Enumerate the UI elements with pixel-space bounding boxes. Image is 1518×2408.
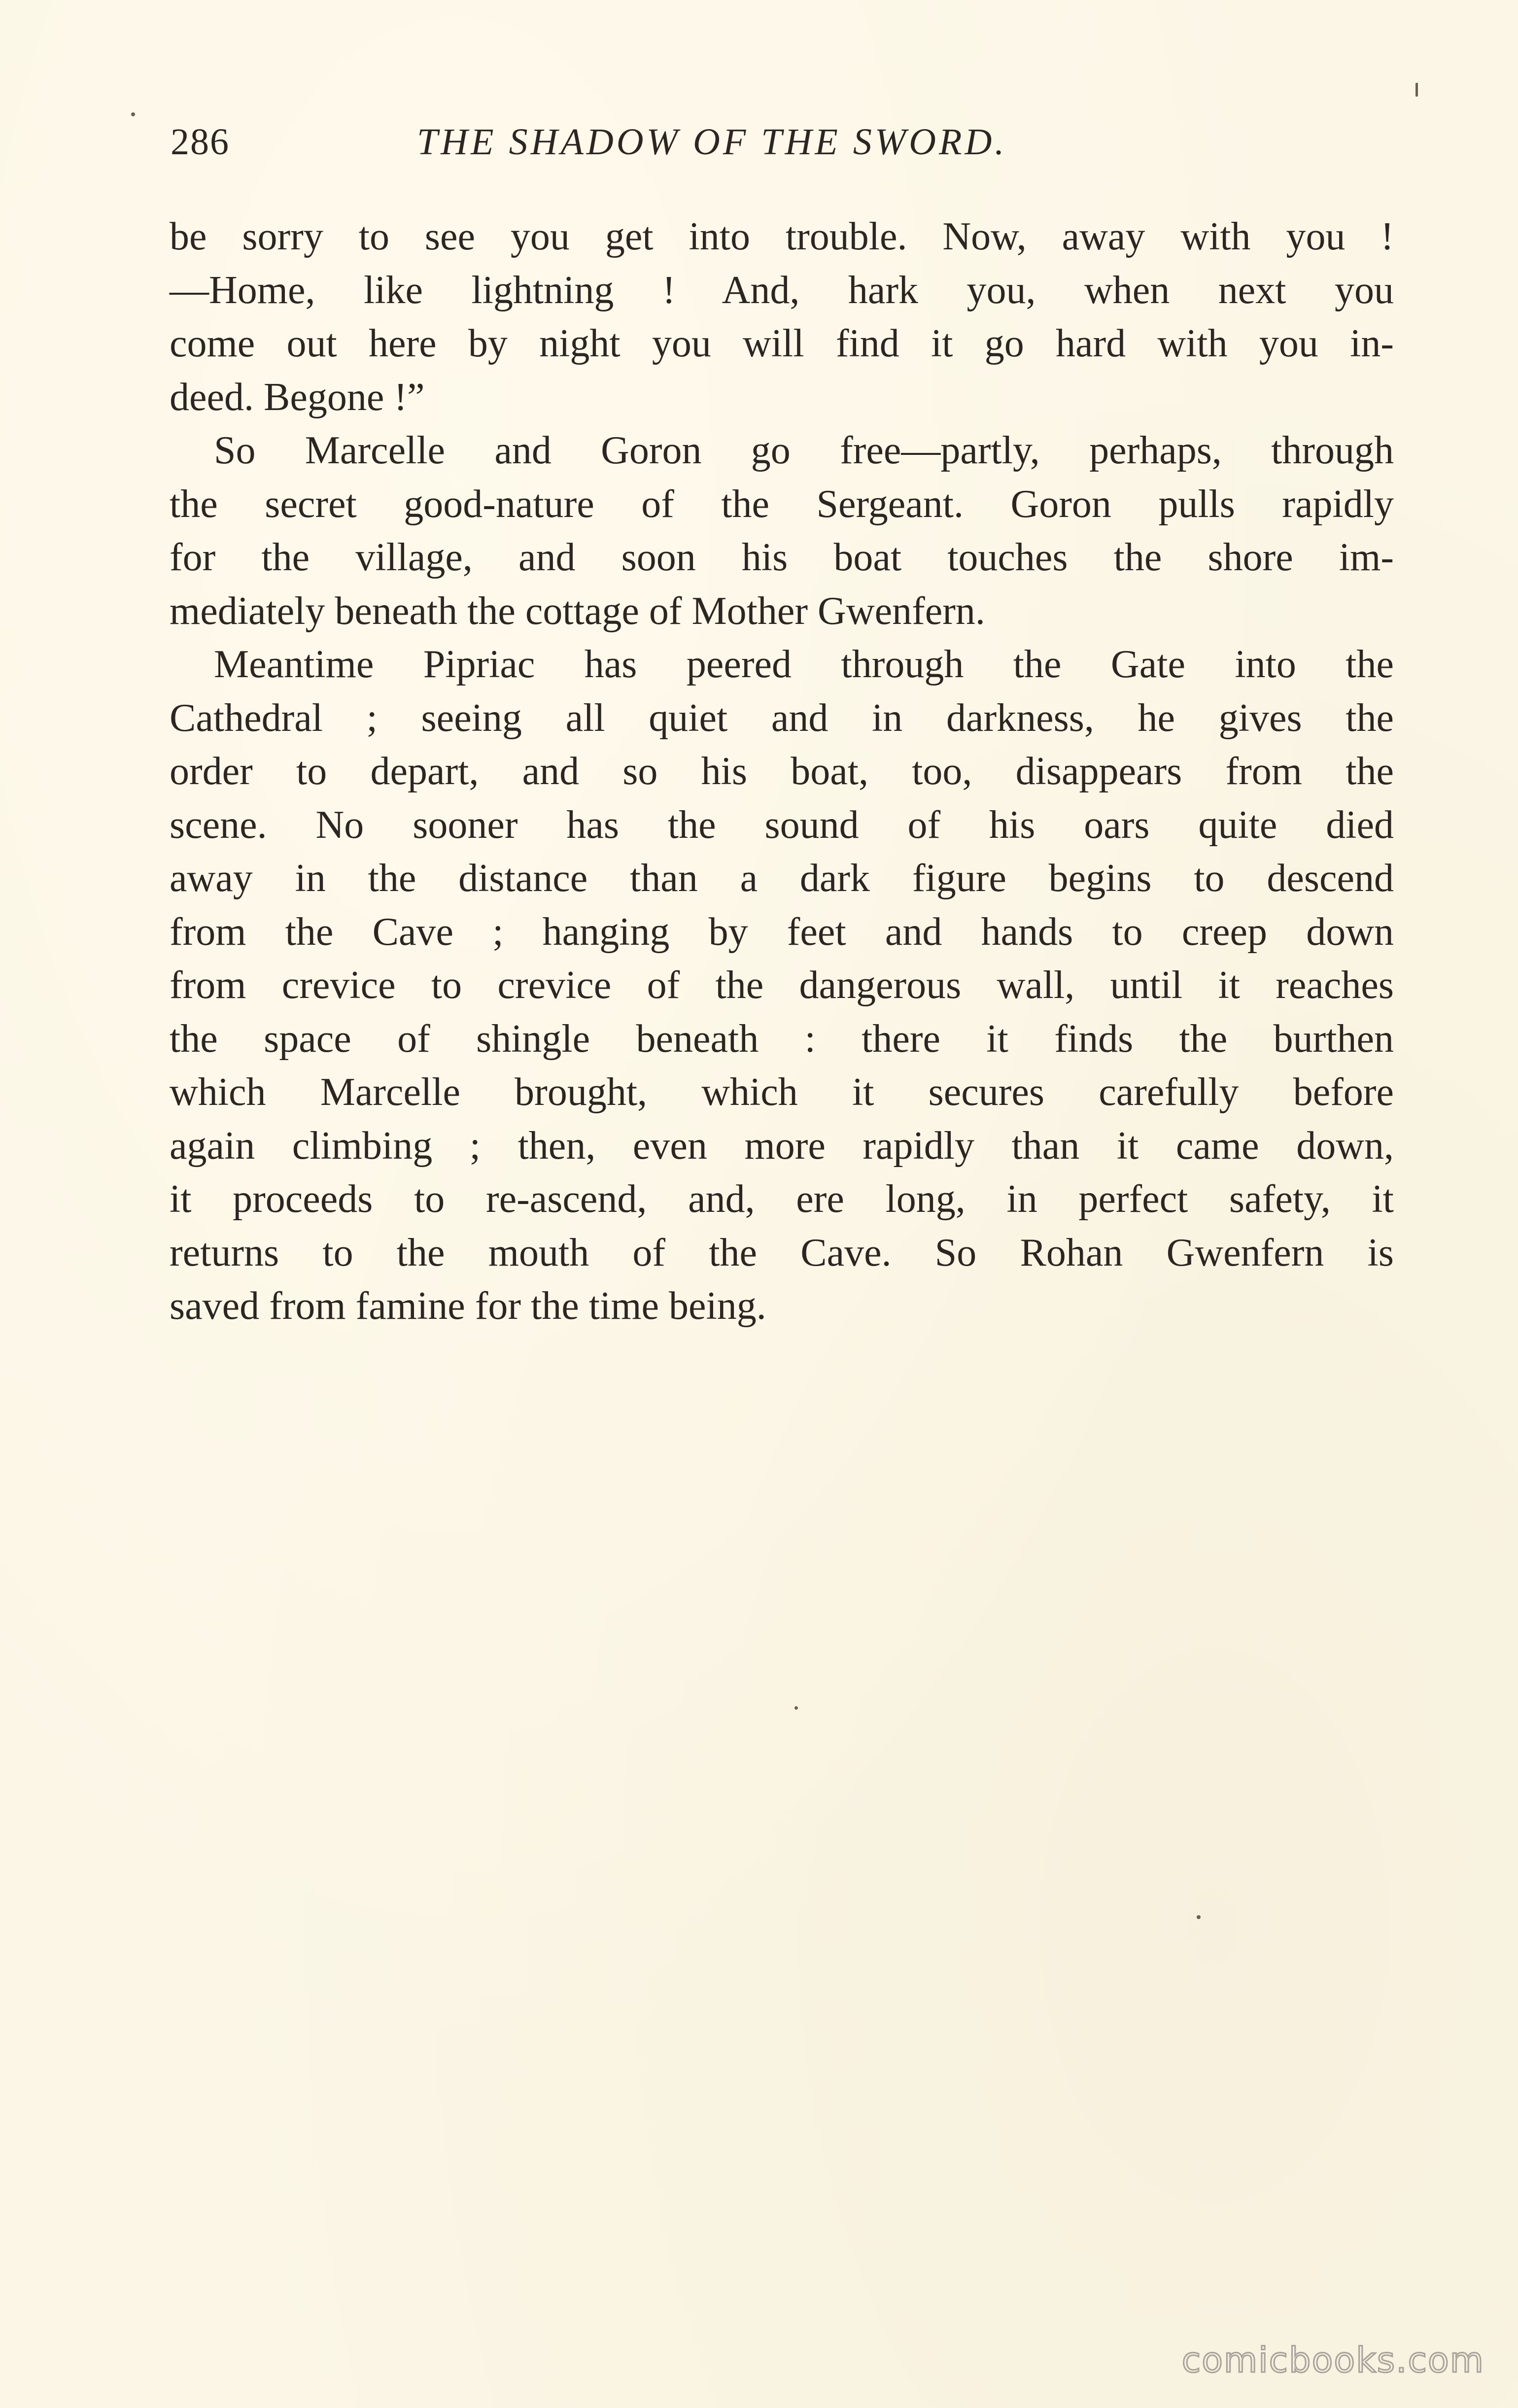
page-number: 286	[171, 121, 230, 163]
paragraph-3	[170, 638, 1394, 1333]
body-text	[170, 210, 1394, 1333]
paragraph-2	[170, 424, 1394, 638]
text-line: from the Cave ; hanging by feet and hands to creep down	[170, 910, 1394, 954]
text-line: again climbing ; then, even more rapidly than it came down,	[170, 1124, 1394, 1168]
text-line: Meantime Pipriac has peered through the Gate into the	[214, 643, 1394, 686]
text-line: deed. Begone !”	[170, 375, 425, 419]
paper-speck	[1197, 1915, 1201, 1919]
text-line: mediately beneath the cottage of Mother Gwenfern.	[170, 589, 985, 633]
text-line: away in the distance than a dark figure begins to descend	[170, 857, 1394, 900]
text-line: from crevice to crevice of the dangerous wall, until it reaches	[170, 963, 1394, 1007]
text-line: returns to the mouth of the Cave. So Rohan Gwenfern is	[170, 1231, 1394, 1274]
text-line: order to depart, and so his boat, too, disappears from the	[170, 750, 1394, 793]
text-line: scene. No sooner has the sound of his oars quite died	[170, 803, 1394, 847]
watermark-logo: comicbooks.com	[1181, 2340, 1484, 2380]
text-line: be sorry to see you get into trouble. Now, away with you !	[170, 215, 1394, 258]
text-line: saved from famine for the time being.	[170, 1284, 766, 1328]
text-line: for the village, and soon his boat touches the shore im-	[170, 536, 1394, 579]
text-line: —Home, like lightning ! And, hark you, when next you	[170, 268, 1394, 312]
text-line: come out here by night you will find it go hard with you in-	[170, 322, 1394, 365]
paper-speck	[794, 1706, 798, 1710]
text-line: which Marcelle brought, which it secures carefully before	[170, 1070, 1394, 1114]
paper-speck	[131, 112, 135, 116]
paragraph-1	[170, 210, 1394, 424]
paper-speck	[1415, 83, 1418, 97]
running-title: THE SHADOW OF THE SWORD.	[417, 121, 1007, 163]
text-line: the secret good-nature of the Sergeant. Goron pulls rapidly	[170, 482, 1394, 526]
text-line: it proceeds to re-ascend, and, ere long, in perfect safety, it	[170, 1177, 1394, 1221]
text-line: So Marcelle and Goron go free—partly, perhaps, through	[214, 429, 1394, 472]
text-line: the space of shingle beneath : there it finds the burthen	[170, 1017, 1394, 1061]
running-head	[171, 112, 1395, 172]
text-line: Cathedral ; seeing all quiet and in darkness, he gives the	[170, 696, 1394, 740]
